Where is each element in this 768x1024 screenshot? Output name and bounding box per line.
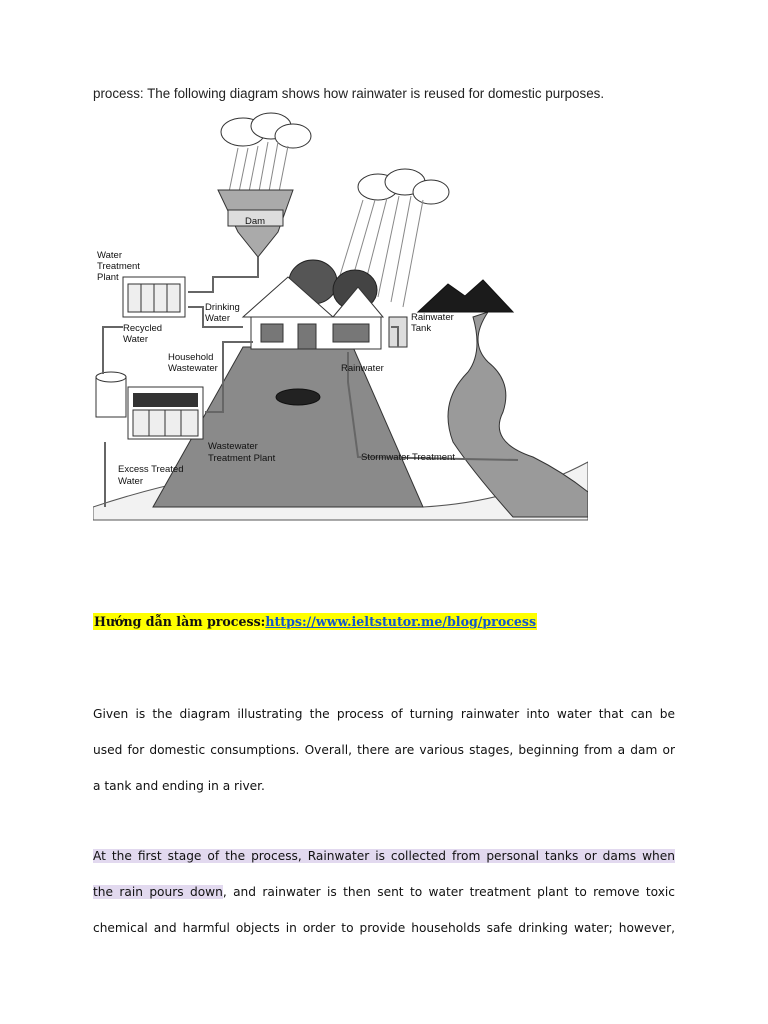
rain-dam <box>228 142 288 197</box>
label-rainwater: Rainwater <box>341 363 384 374</box>
paragraph-1-line-2: used for domestic consumptions. Overall, there are various stages, beginning from a dam or <box>93 743 675 757</box>
cloud-dam <box>221 113 311 148</box>
label-wastewater-treatment-plant-2: Treatment Plant <box>208 453 276 464</box>
label-water-treatment-plant-3: Plant <box>97 272 119 283</box>
label-wastewater-treatment-plant-1: Wastewater <box>208 441 258 452</box>
paragraph-2-line-2-rest: , and rainwater is then sent to water treatment plant to remove toxic <box>222 885 675 899</box>
highlight-1: At the first stage of the process, Rainwater is collected from personal tanks or dams when <box>93 849 675 863</box>
drain-shape <box>276 389 320 405</box>
label-rainwater-tank-2: Tank <box>411 323 432 334</box>
label-water-treatment-plant-1: Water <box>97 250 122 261</box>
paragraph-2-line-2 <box>93 874 675 910</box>
mountains-shape <box>418 280 513 312</box>
highlight-2: the rain pours down <box>93 885 223 899</box>
wastewater-treatment-plant-shape <box>128 387 203 439</box>
label-household-wastewater-1: Household <box>168 352 214 363</box>
water-treatment-plant-shape <box>123 277 185 317</box>
label-drinking-water-2: Water <box>205 313 230 324</box>
guide-line <box>93 613 537 630</box>
label-excess-treated-water-1: Excess Treated <box>118 464 184 475</box>
paragraph-1-line-1: Given is the diagram illustrating the process of turning rainwater into water that can be <box>93 707 675 721</box>
guide-label: Hướng dẫn làm process: <box>94 614 266 629</box>
label-household-wastewater-2: Wastewater <box>168 363 218 374</box>
label-excess-treated-water-2: Water <box>118 476 143 487</box>
paragraph-2-line-3: chemical and harmful objects in order to provide households safe drinking water; however, <box>93 921 675 935</box>
label-drinking-water-1: Drinking <box>205 302 240 313</box>
label-recycled-water-1: Recycled <box>123 323 163 334</box>
storage-tank-shape <box>96 372 126 417</box>
label-water-treatment-plant-2: Treatment <box>97 261 140 272</box>
label-rainwater-tank-1: Rainwater <box>411 312 454 323</box>
paragraph-1-line-3: a tank and ending in a river. <box>93 779 265 793</box>
intro-text: process: The following diagram shows how rainwater is reused for domestic purposes. <box>93 86 605 101</box>
cloud-right <box>358 169 449 204</box>
river-shape <box>448 312 588 517</box>
rainwater-diagram <box>93 112 588 522</box>
label-dam: Dam <box>245 216 266 227</box>
label-recycled-water-2: Water <box>123 334 148 345</box>
paragraph-1 <box>93 696 675 804</box>
label-stormwater-treatment: Stormwater Treatment <box>361 452 455 463</box>
paragraph-2 <box>93 838 675 946</box>
paragraph-2-line-1 <box>93 838 675 874</box>
guide-link[interactable]: https://www.ieltstutor.me/blog/process <box>265 614 537 629</box>
